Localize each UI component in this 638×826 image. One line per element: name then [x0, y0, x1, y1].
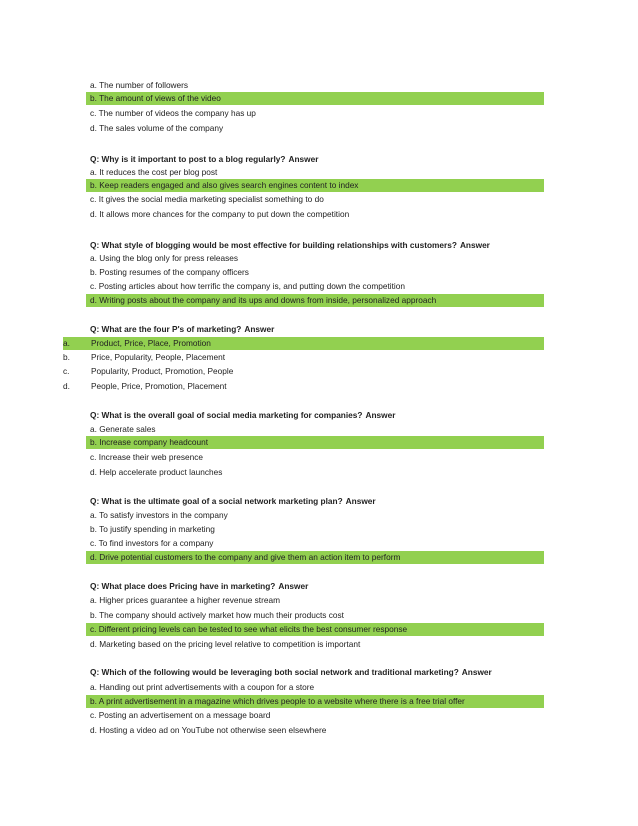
option-2-a: a. Using the blog only for press releases: [90, 253, 239, 263]
option-4-b-correct: b. Increase company headcount: [86, 436, 544, 449]
question-4: [90, 410, 395, 420]
option-1-d: d. It allows more chances for the company to put down the competition: [90, 209, 350, 219]
option-5-a: a. To satisfy investors in the company: [90, 510, 228, 520]
question-2-text: Q: What style of blogging would be most effective for building relationships with customers?: [90, 240, 457, 250]
option-4-a: a. Generate sales: [90, 424, 156, 434]
option-6-d: d. Marketing based on the pricing level relative to competition is important: [90, 639, 361, 649]
answer-label: Answer: [288, 154, 319, 164]
question-5: [90, 496, 376, 506]
option-text: People, Price, Promotion, Placement: [91, 381, 227, 391]
option-5-d-correct: d. Drive potential customers to the company and give them an action item to perform: [86, 551, 544, 564]
answer-label: Answer: [278, 581, 309, 591]
question-1: [90, 154, 318, 164]
option-text: Price, Popularity, People, Placement: [91, 352, 226, 362]
question-3-text: Q: What are the four P's of marketing?: [90, 324, 242, 334]
option-5-c: c. To find investors for a company: [90, 538, 214, 548]
option-3-b: [63, 351, 544, 364]
question-7: [90, 667, 492, 677]
option-3-a-correct: [63, 337, 544, 350]
option-letter: d.: [63, 381, 70, 391]
option-2-b: b. Posting resumes of the company officers: [90, 267, 249, 277]
question-1-text: Q: Why is it important to post to a blog regularly?: [90, 154, 286, 164]
option-5-b: b. To justify spending in marketing: [90, 524, 215, 534]
option-0-a: a. The number of followers: [90, 80, 189, 90]
question-6-text: Q: What place does Pricing have in marketing?: [90, 581, 276, 591]
answer-label: Answer: [365, 410, 396, 420]
question-7-text: Q: Which of the following would be leveraging both social network and traditional marketing?: [90, 667, 459, 677]
option-4-d: d. Help accelerate product launches: [90, 467, 223, 477]
option-7-b-correct: b. A print advertisement in a magazine which drives people to a website where there is a free trial offer: [86, 695, 544, 708]
option-text: Popularity, Product, Promotion, People: [91, 366, 234, 376]
option-1-a: a. It reduces the cost per blog post: [90, 167, 218, 177]
option-7-c: c. Posting an advertisement on a message board: [90, 710, 271, 720]
question-2: [90, 240, 490, 250]
option-2-d-correct: d. Writing posts about the company and its ups and downs from inside, personalized approach: [86, 294, 544, 307]
option-0-c: c. The number of videos the company has up: [90, 108, 256, 118]
option-3-d: [63, 380, 544, 393]
option-3-c: [63, 365, 544, 378]
option-letter: c.: [63, 366, 70, 376]
option-letter: b.: [63, 352, 70, 362]
option-text: Product, Price, Place, Promotion: [91, 338, 211, 348]
answer-label: Answer: [461, 667, 492, 677]
option-0-d: d. The sales volume of the company: [90, 123, 224, 133]
question-3: [90, 324, 274, 334]
option-6-c-correct: c. Different pricing levels can be tested to see what elicits the best consumer response: [86, 623, 544, 636]
option-0-b-correct: b. The amount of views of the video: [86, 92, 544, 105]
question-6: [90, 581, 308, 591]
answer-label: Answer: [459, 240, 490, 250]
question-5-text: Q: What is the ultimate goal of a social network marketing plan?: [90, 496, 343, 506]
answer-label: Answer: [244, 324, 275, 334]
option-6-a: a. Higher prices guarantee a higher revenue stream: [90, 595, 281, 605]
option-4-c: c. Increase their web presence: [90, 452, 203, 462]
option-letter: a.: [63, 338, 70, 348]
option-6-b: b. The company should actively market how much their products cost: [90, 610, 344, 620]
option-7-a: a. Handing out print advertisements with a coupon for a store: [90, 682, 315, 692]
option-1-b-correct: b. Keep readers engaged and also gives search engines content to index: [86, 179, 544, 192]
option-1-c: c. It gives the social media marketing specialist something to do: [90, 194, 324, 204]
option-2-c: c. Posting articles about how terrific the company is, and putting down the competition: [90, 281, 405, 291]
answer-label: Answer: [345, 496, 376, 506]
question-4-text: Q: What is the overall goal of social media marketing for companies?: [90, 410, 363, 420]
option-7-d: d. Hosting a video ad on YouTube not otherwise seen elsewhere: [90, 725, 327, 735]
